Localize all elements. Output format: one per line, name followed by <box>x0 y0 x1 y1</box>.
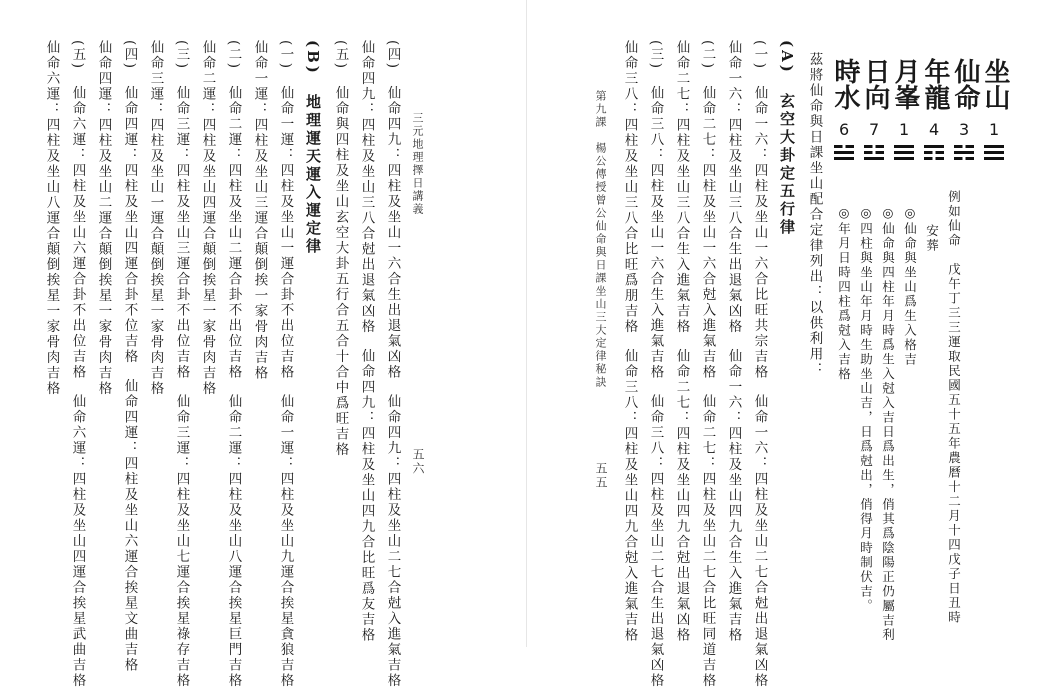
text-column: 仙命一運：四柱及坐山三運合顛倒挨一家骨肉吉格 <box>251 40 268 381</box>
trigram-nianlong-icon <box>924 145 944 160</box>
text-column: (五) 仙命與四柱及坐山玄空大卦五行合五合十合中爲旺吉格 <box>332 40 349 458</box>
example-line2: 安葬 <box>924 224 940 253</box>
label-nianlong: 年龍 <box>920 58 950 110</box>
page-number: 五六 <box>411 448 425 476</box>
text-column: 仙命四九：四柱及坐山三八合尅出退氣凶格仙命四九：四柱及坐山四九合比旺爲友吉格 <box>358 40 375 643</box>
example-bullet: ◎仙命與四柱年月時爲生入尅入吉日爲出生，俏其爲陰陽正仍屬吉利 <box>880 205 896 643</box>
section-a-heading: (A) 玄空大卦定五行律 <box>778 40 796 237</box>
text-column: 仙命六運：四柱及坐山八運合顛倒挨星一家骨肉吉格 <box>43 40 60 397</box>
digit-xianming: 3 <box>959 120 970 139</box>
digit-zuoshan: 1 <box>989 120 1000 139</box>
trigram-yuefeng-icon <box>894 145 914 160</box>
text-column: (四) 仙命四運：四柱及坐山四運合卦不位吉格仙命四運：四柱及坐山六運合挨星文曲吉格 <box>121 40 138 674</box>
text-column: 仙命一六：四柱及坐山三八合生出退氣凶格仙命一六：四柱及坐山四九合生入進氣吉格 <box>725 40 742 643</box>
digit-nianlong: 4 <box>929 120 940 139</box>
trigram-xianming-icon <box>954 145 974 160</box>
text-column: 仙命三八：四柱及坐山三八合比旺爲朋吉格仙命三八：四柱及坐山四九合尅入進氣吉格 <box>621 40 638 643</box>
example-bullet: ◎年月日時四柱爲尅入吉格 <box>836 205 852 382</box>
text-column: 仙命二七：四柱及坐山三八合生入進氣吉格仙命二七：四柱及坐山四九合尅出退氣凶格 <box>673 40 690 643</box>
trigram-shishui-icon <box>834 145 854 160</box>
trigram-rixiang-icon <box>864 145 884 160</box>
text-column: (三) 仙命三八：四柱及坐山一六合生入進氣吉格仙命三八：四柱及坐山二七合生出退氣凶格 <box>647 40 664 689</box>
digit-shishui: 6 <box>839 120 850 139</box>
right-page <box>527 0 1054 689</box>
chapter-footer: 第九課 楊公傳授曾公仙命與日課坐山三大定律秘訣 <box>594 90 607 389</box>
label-rixiang: 日向 <box>860 58 890 110</box>
digit-yuefeng: 1 <box>899 120 910 139</box>
label-zuoshan: 坐山 <box>980 58 1010 110</box>
text-column: 仙命四運：四柱及坐山二運合顛倒挨星一家骨肉吉格 <box>95 40 112 397</box>
example-bullet: ◎仙命與坐山爲生入格吉 <box>902 205 918 367</box>
trigram-zuoshan-icon <box>984 145 1004 160</box>
text-column: 仙命三運：四柱及坐山一運合顛倒挨星一家骨肉吉格 <box>147 40 164 397</box>
text-column: (一) 仙命一運：四柱及坐山一運合卦不出位吉格仙命一運：四柱及坐山九運合挨星貪狼吉格 <box>277 40 294 689</box>
text-column: (一) 仙命一六：四柱及坐山一六合比旺共宗吉格仙命一六：四柱及坐山二七合尅出退氣凶格 <box>751 40 768 689</box>
text-column: 仙命二運：四柱及坐山四運合顛倒挨星一家骨肉吉格 <box>199 40 216 397</box>
label-shishui: 時水 <box>830 58 860 110</box>
text-column: (二) 仙命二七：四柱及坐山一六合尅入進氣吉格仙命二七：四柱及坐山二七合比旺同道吉格 <box>699 40 716 689</box>
text-column: (五) 仙命六運：四柱及坐山六運合卦不出位吉格仙命六運：四柱及坐山四運合挨星武曲吉格 <box>69 40 86 689</box>
text-column: (四) 仙命四九：四柱及坐山一六合生出退氣凶格仙命四九：四柱及坐山二七合尅入進氣吉格 <box>384 40 401 689</box>
page-number: 五五 <box>594 462 608 490</box>
example-bullet: ◎四柱與坐山年月時生助坐山吉，日爲尅出，俏得月時制伏吉。 <box>858 205 874 614</box>
label-yuefeng: 月峯 <box>890 58 920 110</box>
text-column: (三) 仙命三運：四柱及坐山三運合卦不出位吉格仙命三運：四柱及坐山七運合挨星祿存吉格 <box>173 40 190 689</box>
digit-rixiang: 7 <box>869 120 880 139</box>
section-heading: (B) 地理運天運入運定律 <box>304 40 322 256</box>
example-line1: 例如仙命 戊午丁三三運取民國五十五年農曆十二月十四戊子日丑時 <box>946 190 962 625</box>
text-column: (二) 仙命二運：四柱及坐山二運合卦不出位吉格仙命二運：四柱及坐山八運合挨星巨門吉格 <box>225 40 242 689</box>
running-header: 三元地理擇日講義 <box>411 112 424 216</box>
intro-text: 茲將仙命與日課坐山配合定律列出：以供利用： <box>806 52 823 378</box>
label-xianming: 仙命 <box>950 58 980 110</box>
